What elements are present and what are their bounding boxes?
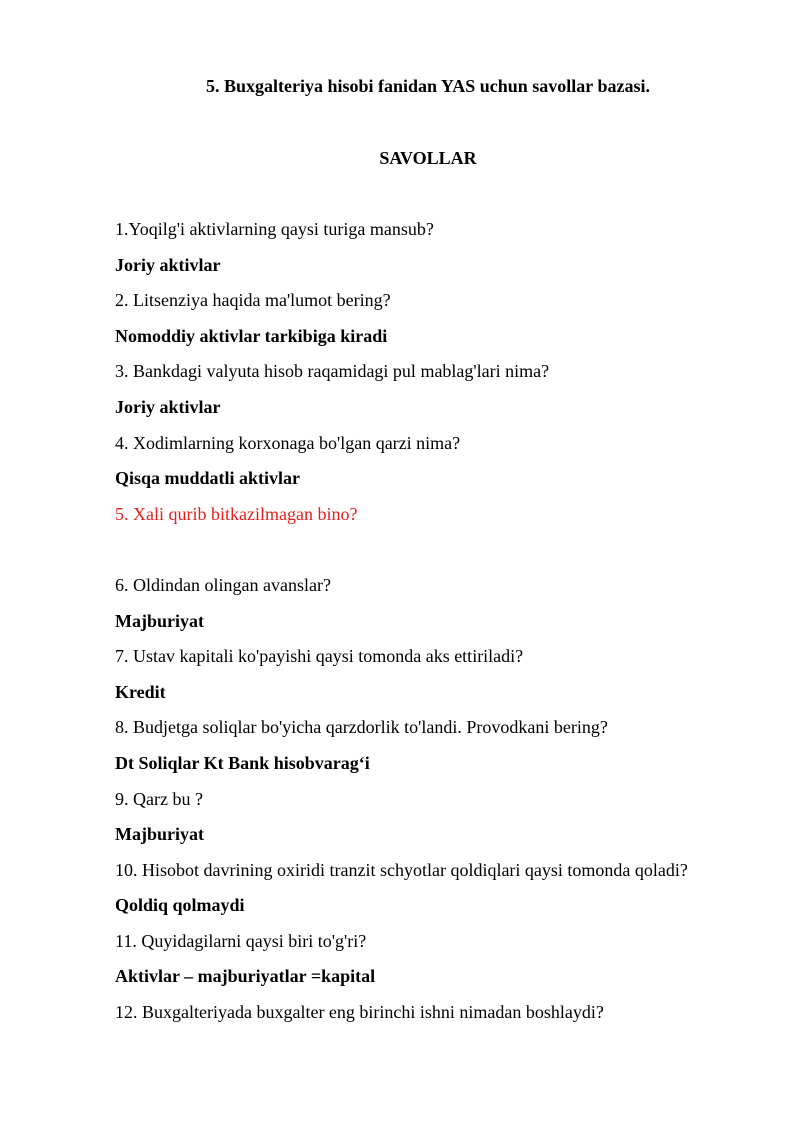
question-answer-list (115, 218, 775, 1037)
question-line: 11. Quyidagilarni qaysi biri to'g'ri? (115, 930, 367, 951)
section-heading: SAVOLLAR (379, 148, 477, 168)
question-line: 9. Qarz bu ? (115, 788, 203, 809)
question-line: 3. Bankdagi valyuta hisob raqamidagi pul mablag'lari nima? (115, 361, 550, 382)
answer-line: Kredit (115, 681, 166, 702)
question-line: 4. Xodimlarning korxonaga bo'lgan qarzi nima? (115, 432, 461, 453)
answer-line: Majburiyat (115, 610, 204, 631)
answer-line: Joriy aktivlar (115, 254, 221, 275)
question-line: 2. Litsenziya haqida ma'lumot bering? (115, 290, 391, 311)
question-line-highlighted: 5. Xali qurib bitkazilmagan bino? (115, 503, 358, 524)
question-line: 6. Oldindan olingan avanslar? (115, 574, 331, 595)
document-title: 5. Buxgalteriya hisobi fanidan YAS uchun savollar bazasi. (206, 76, 650, 96)
question-line: 10. Hisobot davrining oxiridi tranzit schyotlar qoldiqlari qaysi tomonda qoladi? (115, 859, 688, 880)
answer-line: Majburiyat (115, 824, 204, 845)
question-line: 7. Ustav kapitali ko'payishi qaysi tomonda aks ettiriladi? (115, 646, 524, 667)
answer-line: Qisqa muddatli aktivlar (115, 468, 301, 489)
question-line: 1.Yoqilg'i aktivlarning qaysi turiga mansub? (115, 219, 434, 239)
answer-line: Joriy aktivlar (115, 396, 221, 417)
answer-line: Nomoddiy aktivlar tarkibiga kiradi (115, 325, 388, 346)
question-line: 8. Budjetga soliqlar bo'yicha qarzdorlik to'landi. Provodkani bering? (115, 717, 608, 738)
answer-line: Dt Soliqlar Kt Bank hisobvarag‘i (115, 752, 370, 773)
blank-line (115, 538, 775, 560)
answer-line: Aktivlar – majburiyatlar =kapital (115, 966, 376, 987)
question-line: 12. Buxgalteriyada buxgalter eng birinchi ishni nimadan boshlaydi? (115, 1002, 604, 1023)
answer-line: Qoldiq qolmaydi (115, 895, 245, 916)
